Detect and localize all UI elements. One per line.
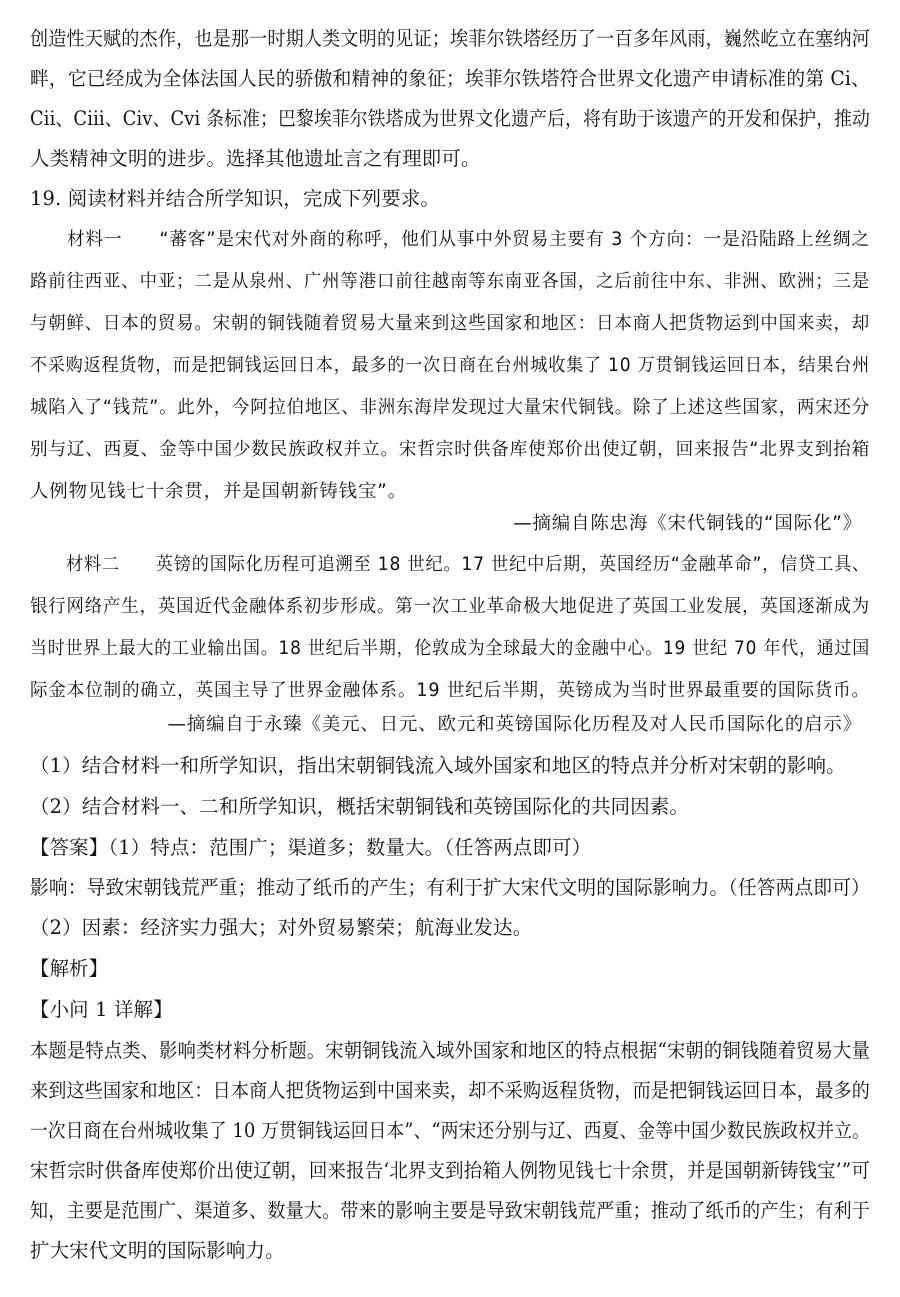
analysis-line: 宋哲宗时供备库使郑价出使辽朝，回来报告‘北界支到抬箱人例物见钱七十余贯，并是国朝新铸钱宝’”可 [30,1159,870,1182]
analysis-sub-label: 【小问 1 详解】 [30,998,173,1021]
analysis-line: 本题是特点类、影响类材料分析题。宋朝铜钱流入域外国家和地区的特点根据“宋朝的铜钱随着贸易大量 [30,1039,870,1062]
answer-line: 影响：导致宋朝钱荒严重；推动了纸币的产生；有利于扩大宋代文明的国际影响力。（任答两点即可） [30,876,870,899]
prev-answer-line: 创造性天赋的杰作，也是那一时期人类文明的见证；埃菲尔铁塔经历了一百多年风雨，巍然屹立在塞纳河 [30,27,870,50]
analysis-line: 扩大宋代文明的国际影响力。 [30,1239,285,1262]
prev-answer-line: 人类精神文明的进步。选择其他遗址言之有理即可。 [30,147,481,170]
material1-line: 不采购返程货物，而是把铜钱运回日本，最多的一次日商在台州城收集了 10 万贯铜钱运回日本，结果台州 [30,355,871,376]
prev-answer-line: 畔，它已经成为全体法国人民的骄傲和精神的象征；埃菲尔铁塔符合世界文化遗产申请标准的第 Ci、 [30,67,871,90]
sub-question-1: （1）结合材料一和所学知识，指出宋朝铜钱流入域外国家和地区的特点并分析对宋朝的影响。 [30,754,846,777]
question-header: 19. 阅读材料并结合所学知识，完成下列要求。 [30,187,441,210]
material1-line: 材料一 “蕃客”是宋代对外商的称呼，他们从事中外贸易主要有 3 个方向：一是沿陆路上丝绸之 [30,229,870,250]
material2-line: 银行网络产生，英国近代金融体系初步形成。第一次工业革命极大地促进了英国工业发展，英国逐渐成为 [30,596,870,617]
material1-line: 路前往西亚、中亚；二是从泉州、广州等港口前往越南等东南亚各国，之后前往中东、非洲、欧洲；三是 [30,271,870,292]
material1-line: 城陷入了“钱荒”。此外，今阿拉伯地区、非洲东海岸发现过大量宋代铜钱。除了上述这些国家，两宋还分 [30,397,870,418]
material2-line: 际金本位制的确立，英国主导了世界金融体系。19 世纪后半期，英镑成为当时世界最重要的国际货币。 [30,680,870,701]
analysis-label: 【解析】 [30,957,109,980]
sub-question-2: （2）结合材料一、二和所学知识，概括宋朝铜钱和英镑国际化的共同因素。 [30,795,690,818]
analysis-line: 一次日商在台州城收集了 10 万贯铜钱运回日本”、“两宋还分别与辽、西夏、金等中国少数民族政权并立。 [30,1119,870,1142]
prev-answer-line: Cii、Ciii、Civ、Cvi 条标准；巴黎埃菲尔铁塔成为世界文化遗产后，将有助于该遗产的开发和保护，推动 [30,107,871,130]
material1-source: —摘编自陈忠海《宋代铜钱的“国际化”》 [513,513,862,534]
analysis-line: 知，主要是范围广、渠道多、数量大。带来的影响主要是导致宋朝钱荒严重；推动了纸币的产生；有利于 [30,1199,870,1222]
material2-line: 材料二 英镑的国际化历程可追溯至 18 世纪。17 世纪中后期，英国经历“金融革命”，信贷工具、 [30,554,871,575]
material1-line: 别与辽、西夏、金等中国少数民族政权并立。宋哲宗时供备库使郑价出使辽朝，回来报告“北界支到抬箱 [30,439,871,460]
material1-line: 人例物见钱七十余贯，并是国朝新铸钱宝”。 [30,481,407,502]
answer-line: 【答案】（1）特点：范围广；渠道多；数量大。（任答两点即可） [30,836,592,859]
material2-source: —摘编自于永臻《美元、日元、欧元和英镑国际化历程及对人民币国际化的启示》 [167,714,862,735]
answer-line: （2）因素：经济实力强大；对外贸易繁荣；航海业发达。 [30,916,533,939]
material2-line: 当时世界上最大的工业输出国。18 世纪后半期，伦敦成为全球最大的金融中心。19 世纪 70 年代，通过国 [30,638,870,659]
analysis-line: 来到这些国家和地区：日本商人把货物运到中国来卖，却不采购返程货物，而是把铜钱运回日本，最多的 [30,1079,870,1102]
material1-line: 与朝鲜、日本的贸易。宋朝的铜钱随着贸易大量来到这些国家和地区：日本商人把货物运到中国来卖，却 [30,313,870,334]
